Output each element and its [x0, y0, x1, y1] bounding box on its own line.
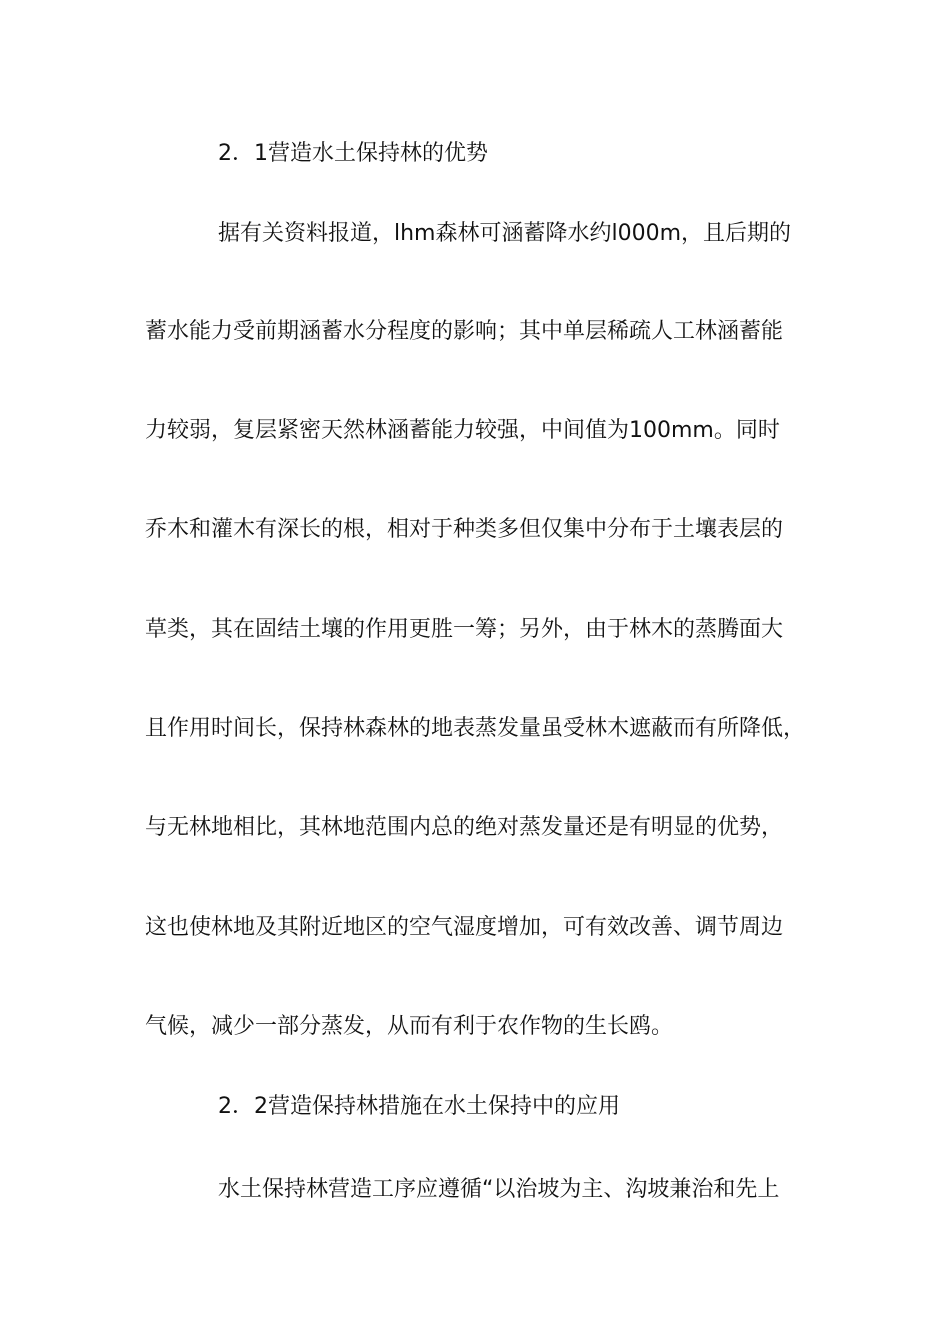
section-heading-2-1: 2．1营造水土保持林的优势: [218, 141, 488, 166]
paragraph-line: 乔木和灌木有深长的根，相对于种类多但仅集中分布于土壤表层的: [145, 517, 784, 542]
paragraph-line: 水土保持林营造工序应遵循“以治坡为主、沟坡兼治和先上: [218, 1177, 780, 1202]
paragraph-line: 与无林地相比，其林地范围内总的绝对蒸发量还是有明显的优势，: [145, 815, 784, 840]
paragraph-line: 据有关资料报道，lhm森林可涵蓄降水约l000m，且后期的: [218, 221, 792, 246]
section-heading-2-2: 2．2营造保持林措施在水土保持中的应用: [218, 1094, 620, 1119]
paragraph-line: 这也使林地及其附近地区的空气湿度增加，可有效改善、调节周边: [145, 915, 784, 940]
paragraph-line: 力较弱，复层紧密天然林涵蓄能力较强，中间值为100mm。同时: [145, 418, 780, 443]
paragraph-line: 蓄水能力受前期涵蓄水分程度的影响；其中单层稀疏人工林涵蓄能: [145, 319, 784, 344]
paragraph-line: 草类，其在固结土壤的作用更胜一筹；另外，由于林木的蒸腾面大: [145, 617, 784, 642]
paragraph-line: 且作用时间长，保持林森林的地表蒸发量虽受林木遮蔽而有所降低，: [145, 716, 806, 741]
paragraph-line: 气候，减少一部分蒸发，从而有利于农作物的生长鸥。: [145, 1014, 674, 1039]
